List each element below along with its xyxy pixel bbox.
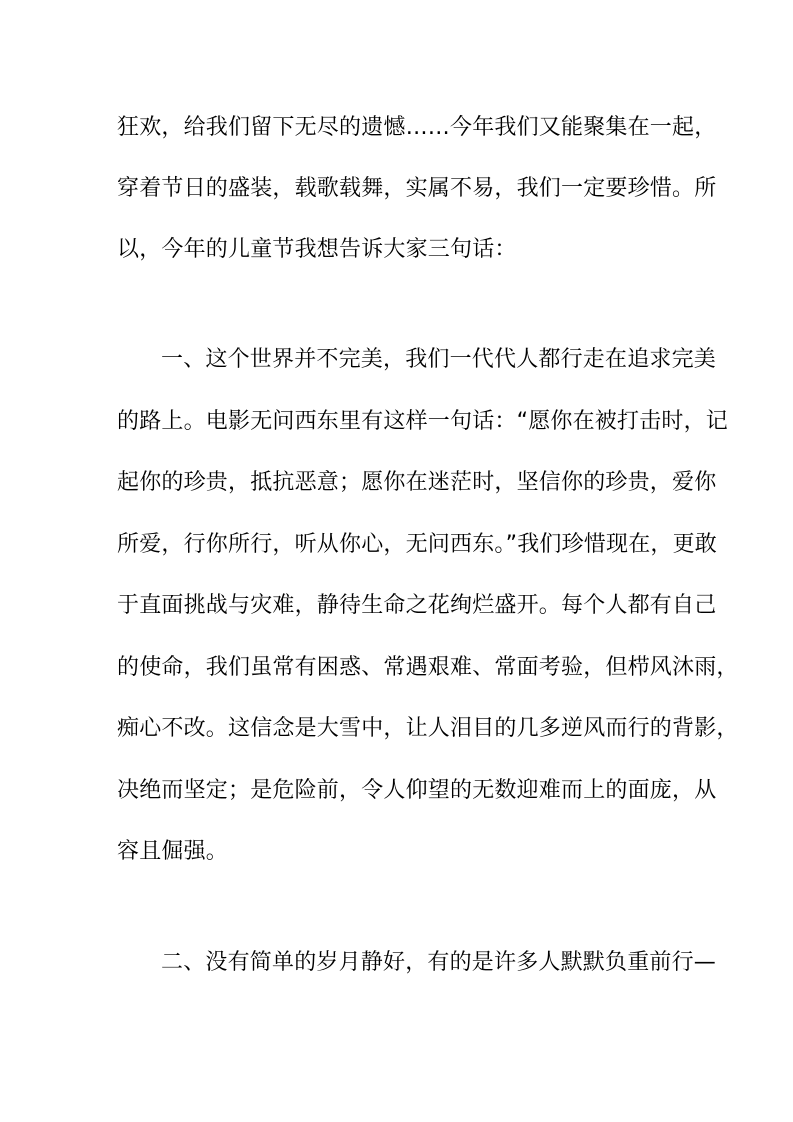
paragraph-2-line-4: 所爱，行你所行，听从你心，无问西东。”我们珍惜现在，更敢 (117, 532, 717, 557)
paragraph-2-line-1: 一、这个世界并不完美，我们一代代人都行走在追求完美 (161, 347, 717, 372)
paragraph-1-line-2: 穿着节日的盛装，载歌载舞，实属不易，我们一定要珍惜。所 (117, 176, 717, 201)
paragraph-1-line-3: 以，今年的儿童节我想告诉大家三句话： (117, 237, 517, 262)
paragraph-1-line-1: 狂欢，给我们留下无尽的遗憾……今年我们又能聚集在一起， (117, 115, 717, 140)
paragraph-2-line-2: 的路上。电影无问西东里有这样一句话：“愿你在被打击时，记 (117, 409, 728, 434)
paragraph-2-line-6: 的使命，我们虽常有困惑、常遇艰难、常面考验，但栉风沐雨， (117, 655, 739, 680)
paragraph-2-line-9: 容且倔强。 (117, 839, 229, 864)
paragraph-2-line-8: 决绝而坚定；是危险前，令人仰望的无数迎难而上的面庞，从 (117, 778, 717, 803)
paragraph-2-line-7: 痴心不改。这信念是大雪中，让人泪目的几多逆风而行的背影， (117, 716, 739, 741)
paragraph-2-line-3: 起你的珍贵，抵抗恶意；愿你在迷茫时，坚信你的珍贵，爱你 (117, 470, 717, 495)
paragraph-3-line-1: 二、没有简单的岁月静好，有的是许多人默默负重前行— (161, 950, 717, 975)
paragraph-2-line-5: 于直面挑战与灾难，静待生命之花绚烂盛开。每个人都有自己 (117, 593, 717, 618)
